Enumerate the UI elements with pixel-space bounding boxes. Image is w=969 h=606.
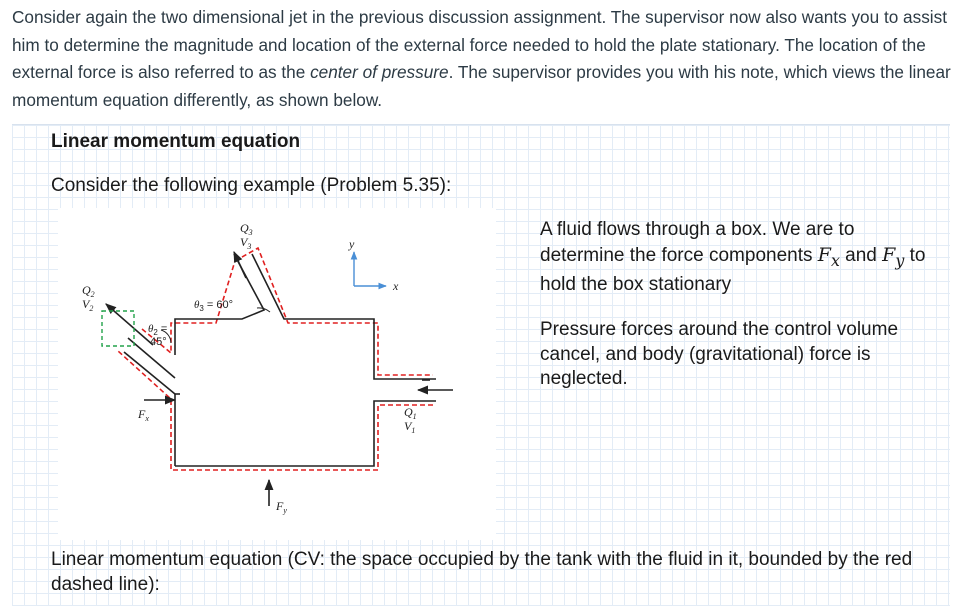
- fy-symbol: $F_y$: [882, 243, 905, 270]
- control-volume: [118, 248, 433, 470]
- v3-label: $V_3$: [240, 235, 252, 251]
- fx-label: $F_x$: [138, 407, 149, 423]
- note-heading: Linear momentum equation: [51, 131, 301, 152]
- box-diagram: [58, 208, 496, 540]
- description-and: and: [839, 244, 883, 266]
- example-label: Consider the following example (Problem 5.35):: [51, 175, 452, 196]
- v2-label: $V_2$: [82, 297, 94, 313]
- v1-label: $V_1$: [404, 419, 416, 435]
- theta3-label: $\theta_3 = 60^\circ$: [194, 299, 234, 313]
- axes: [354, 252, 386, 286]
- q3-label: $Q_3$: [240, 221, 253, 237]
- q2-label: $Q_2$: [82, 283, 95, 299]
- momentum-equation-intro: Linear momentum equation (CV: the space occupied by the tank with the fluid in it, bounded by the red dashed line):: [51, 549, 913, 595]
- problem-figure: [58, 208, 496, 540]
- axis-y-label: y: [349, 237, 355, 251]
- angle-guide: [102, 311, 134, 346]
- assumption-paragraph: Pressure forces around the control volume cancel, and body (gravitational) force is neglected.: [540, 319, 899, 389]
- theta2-label: $\theta_2$ =: [148, 323, 168, 337]
- q1-label: $Q_1$: [404, 405, 417, 421]
- intro-text-2: . The supervisor provides you with his note, which views the linear momentum equation differently, as shown below.: [12, 62, 951, 110]
- description-paragraph: [540, 218, 930, 297]
- intro-paragraph: [12, 4, 962, 114]
- intro-text-1: Consider again the two dimensional jet in the previous discussion assignment. The supervisor now also wants you to assist him to determine the magnitude and location of the external force needed to hold the plate stationary. The location of the external force is also referred to as the: [12, 7, 947, 83]
- fx-symbol: $F_x$: [817, 243, 840, 270]
- intro-emphasis: center of pressure: [310, 62, 449, 83]
- description-text-b: to hold the box stationary: [540, 244, 926, 295]
- description-text-a: A fluid flows through a box. We are to determine the force components: [540, 219, 855, 266]
- angle-45-label: 45°: [150, 336, 167, 348]
- axis-x-label: x: [393, 279, 399, 293]
- fy-label: $F_y$: [276, 499, 287, 515]
